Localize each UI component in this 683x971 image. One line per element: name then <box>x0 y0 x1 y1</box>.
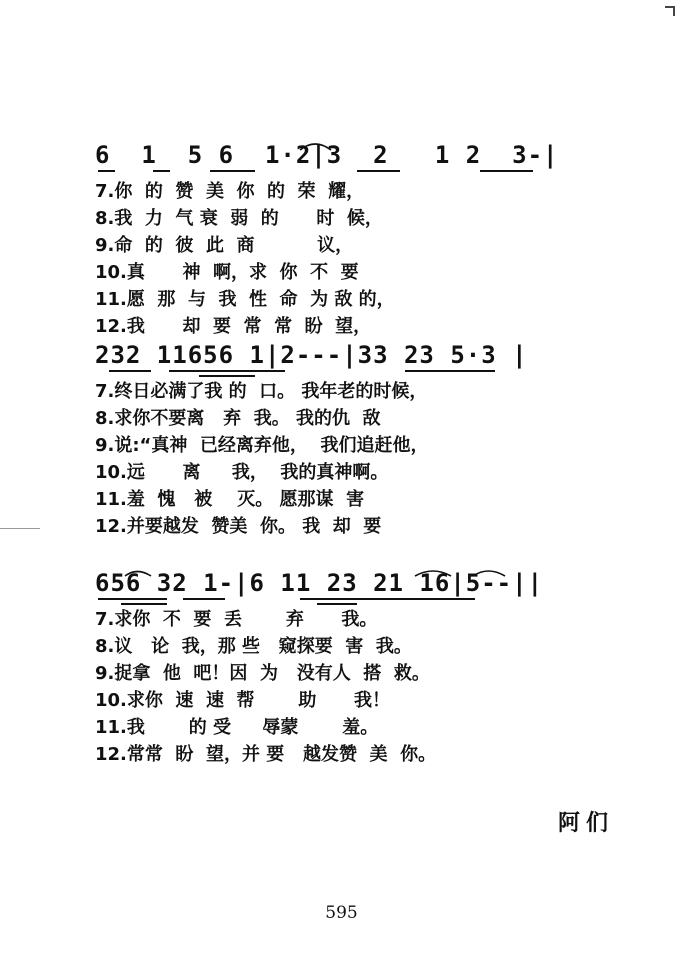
lyric-line-7c: 7.求你 不 要 丢 弃 我。 <box>95 609 378 630</box>
system-3 <box>95 568 615 768</box>
amen-text: 阿们 <box>558 811 615 836</box>
notation-line-2: 232 11656 1|2---|33 23 5·3 | <box>95 341 528 369</box>
notation-line-3: 656 32 1-|6 11 23 21 16|5--|| <box>95 569 544 597</box>
lyric-line-8b: 8.求你不要离 弃 我。 我的仇 敌 <box>95 408 381 429</box>
lyric-line-12b: 12.并要越发 赞美 你。 我 却 要 <box>95 516 382 537</box>
scan-corner-mark <box>665 6 675 16</box>
lyric-line-10c: 10.求你 速 速 帮 助 我！ <box>95 690 390 711</box>
lyric-line-8a: 8.我 力 气 衰 弱 的 时 候， <box>95 208 383 229</box>
system-1 <box>95 140 615 340</box>
notation-line-1: 6 1 5 6 1·2|3 2 1 2 3-| <box>95 141 559 169</box>
lyric-line-9a: 9.命 的 彼 此 商 议， <box>95 235 354 256</box>
lyric-line-7b: 7.终日必满了我 的 口。 我年老的时候， <box>95 381 428 402</box>
lyric-line-11c: 11.我 的 受 辱蒙 羞。 <box>95 717 379 738</box>
lyric-line-8c: 8.议 论 我，那 些 窥探要 害 我。 <box>95 636 412 657</box>
page-number: 595 <box>325 903 358 923</box>
lyric-line-10b: 10.远 离 我， 我的真神啊。 <box>95 462 389 483</box>
lyric-line-12a: 12.我 却 要 常 常 盼 望， <box>95 316 372 337</box>
lyric-line-11a: 11.愿 那 与 我 性 命 为 敌 的， <box>95 289 395 310</box>
lyric-line-11b: 11.羞 愧 被 灭。 愿那谋 害 <box>95 489 365 510</box>
lyric-line-10a: 10.真 神 啊，求 你 不 要 <box>95 262 359 283</box>
system-2 <box>95 340 615 540</box>
lyric-line-9b: 9.说:“真神 已经离弃他， 我们追赶他， <box>95 435 429 456</box>
scan-edge-line <box>0 528 40 529</box>
lyric-line-12c: 12.常常 盼 望，并 要 越发赞 美 你。 <box>95 744 437 765</box>
lyric-line-7a: 7.你 的 赞 美 你 的 荣 耀， <box>95 181 365 202</box>
lyric-line-9c: 9.捉拿 他 吧！因 为 没有人 搭 救。 <box>95 663 430 684</box>
